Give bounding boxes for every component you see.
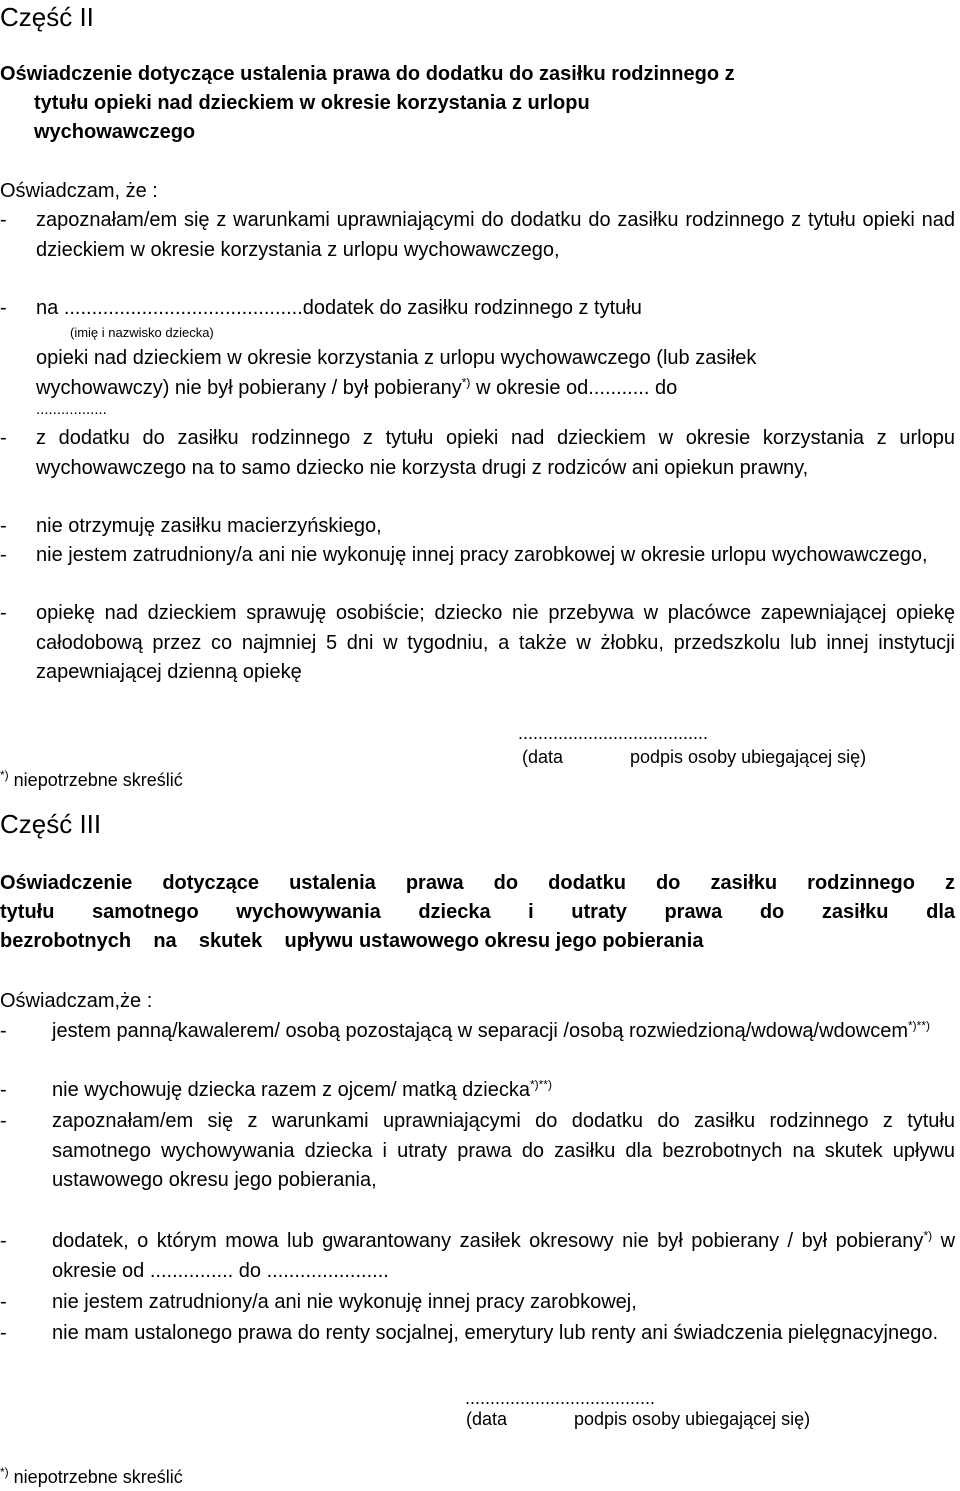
part2-item-5: - nie jestem zatrudniony/a ani nie wykonuję innej pracy zarobkowej w okresie urlopu wychowawczego,	[0, 544, 928, 566]
part2-title: Część II	[0, 2, 94, 32]
child-name-caption: (imię i nazwisko dziecka)	[70, 325, 214, 340]
part3-period-to-field[interactable]: ......................	[266, 1259, 389, 1282]
part3-item-4: - dodatek, o którym mowa lub gwarantowany zasiłek okresowy nie był pobierany / był pobierany*) w okresie od ............... do ......................	[0, 1228, 956, 1282]
part2-item-3: - z dodatku do zasiłku rodzinnego z tytułu opieki nad dzieckiem w okresie korzystania z urlopu wychowawczego na to samo dziecko nie korzysta drugi z rodziców ani opiekun prawny,	[0, 427, 955, 479]
part2-item-2: - na ...........................................dodatek do zasiłku rodzinnego z tytułu	[0, 297, 642, 319]
part2-signature-caption-date: (data	[522, 747, 564, 767]
part3-signature-caption-date: (data	[466, 1409, 508, 1429]
part3-item-1: - jestem panną/kawalerem/ osobą pozostającą w separacji /osobą rozwiedzioną/wdową/wdowcem*)**)	[0, 1018, 931, 1042]
part2-item-4: - nie otrzymuję zasiłku macierzyńskiego,	[0, 515, 382, 537]
part3-footnote: *) niepotrzebne skreślić	[0, 1465, 183, 1487]
part3-intro: Oświadczam,że :	[0, 990, 153, 1012]
part2-item-1: - zapoznałam/em się z warunkami uprawniającymi do dodatku do zasiłku rodzinnego z tytułu opieki nad dzieckiem w okresie korzystania z urlopu wychowawczego,	[0, 209, 955, 261]
part3-heading: Oświadczenie dotyczące ustalenia prawa do dodatku do zasiłku rodzinnego z tytułu samotnego wychowywania dziecka i utraty prawa do zasiłku dla bezrobotnych na skutek upływu ustawowego okresu jego pobierania	[0, 872, 955, 952]
period-to-field[interactable]: .................	[36, 401, 107, 418]
part3-title: Część III	[0, 809, 102, 839]
part3-period-from-field[interactable]: ...............	[149, 1259, 234, 1282]
child-name-field[interactable]: ...........................................	[63, 297, 303, 319]
part2-item-6: - opiekę nad dzieckiem sprawuję osobiście; dziecko nie przebywa w placówce zapewniającej opiekę całodobową przez co najmniej 5 dni w tygodniu, a także w żłobku, przedszkolu lub innej instytucji zapewniającej dzienną opiekę	[0, 602, 955, 683]
part2-signature-caption-signature: podpis osoby ubiegającej się)	[630, 747, 867, 767]
part3-item-5: - nie jestem zatrudniony/a ani nie wykonuję innej pracy zarobkowej,	[0, 1291, 637, 1313]
part3-item-6: - nie mam ustalonego prawa do renty socjalnej, emerytury lub renty ani świadczenia pielęgnacyjnego.	[0, 1322, 939, 1344]
part2-heading: Oświadczenie dotyczące ustalenia prawa do dodatku do zasiłku rodzinnego z tytułu opieki nad dzieckiem w okresie korzystania z urlopu wychowawczego	[0, 63, 735, 143]
part3-item-3: - zapoznałam/em się z warunkami uprawniającymi do dodatku do zasiłku rodzinnego z tytułu samotnego wychowywania dziecka i utraty prawa do zasiłku dla bezrobotnych na skutek upływu ustawowego okresu jego pobierania,	[0, 1110, 955, 1191]
part3-signature-line[interactable]: ......................................	[465, 1388, 656, 1408]
part2-footnote: *) niepotrzebne skreślić	[0, 768, 183, 790]
period-from-field[interactable]: ...........	[588, 376, 650, 399]
part2-intro: Oświadczam, że :	[0, 180, 158, 202]
part2-item-2-cont: opieki nad dzieckiem w okresie korzystania z urlopu wychowawczego (lub zasiłek wychowawczy) nie był pobierany / był pobierany*) w okresie od........... do	[36, 347, 757, 399]
part3-item-2: - nie wychowuję dziecka razem z ojcem/ matką dziecka*)**)	[0, 1077, 552, 1101]
part2-signature-line[interactable]: ......................................	[518, 723, 709, 743]
part3-signature-caption-signature: podpis osoby ubiegającej się)	[574, 1409, 811, 1429]
